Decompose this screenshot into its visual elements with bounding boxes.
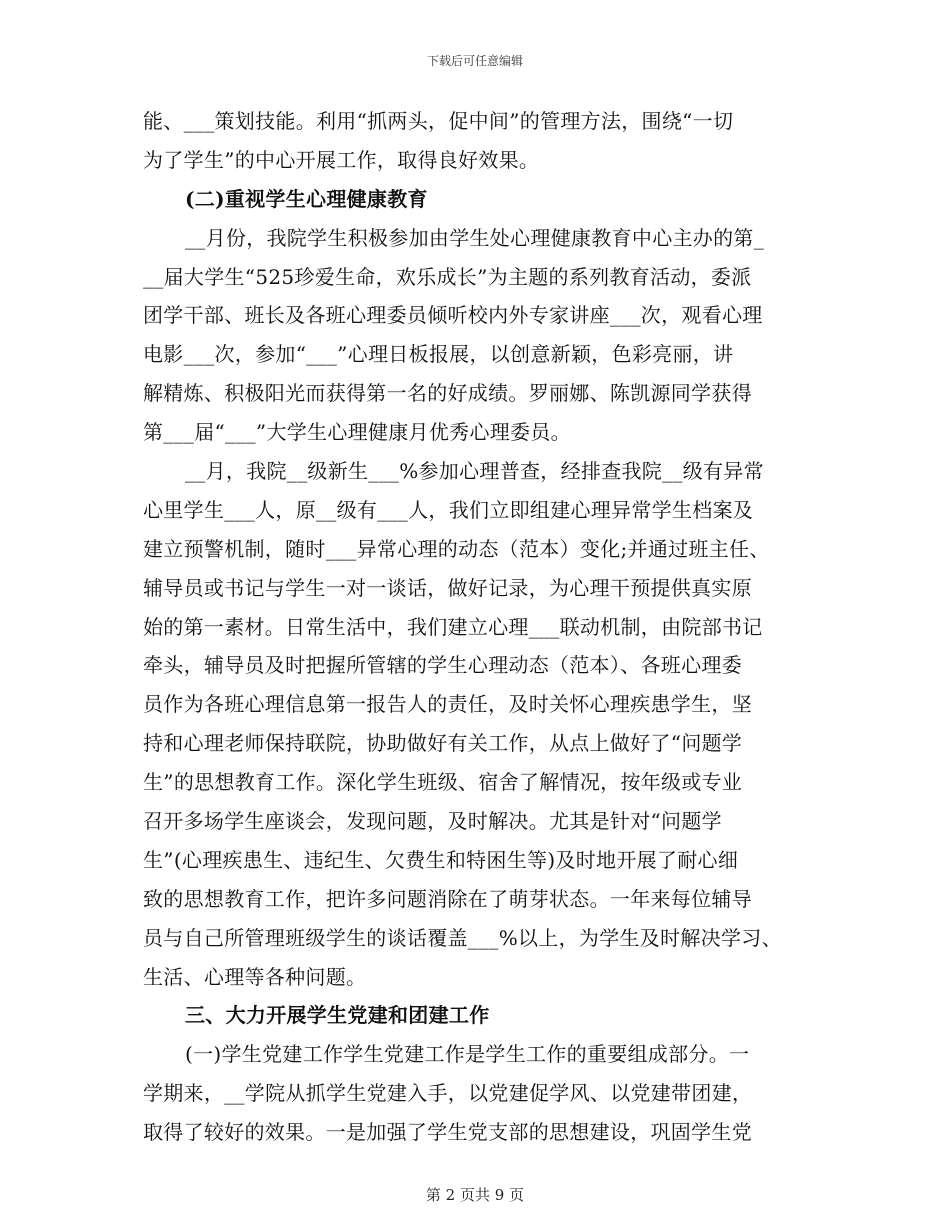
body-line: 第___届“___”大学生心理健康月优秀心理委员。 bbox=[143, 420, 571, 445]
body-line: 致的思想教育工作，把许多问题消除在了萌芽状态。一年来每位辅导 bbox=[143, 886, 752, 911]
section-heading: (二)重视学生心理健康教育 bbox=[185, 186, 428, 211]
body-line: 生活、心理等各种问题。 bbox=[143, 964, 367, 989]
body-line: 持和心理老师保持联院，协助做好有关工作，从点上做好了“问题学 bbox=[143, 731, 743, 756]
paragraph-start-line: __月，我院__级新生___%参加心理普查，经排查我院__级有异常 bbox=[185, 459, 764, 484]
body-line: 能、___策划技能。利用“抓两头，促中间”的管理方法，围绕“一切 bbox=[143, 109, 734, 133]
document-body bbox=[143, 102, 808, 1152]
body-line: 员与自己所管理班级学生的谈话覆盖___%以上，为学生及时解决学习、 bbox=[143, 925, 782, 950]
body-line: 召开多场学生座谈会，发现问题，及时解决。尤其是针对“问题学 bbox=[143, 809, 722, 834]
body-line: 牵头，辅导员及时把握所管辖的学生心理动态（范本）、各班心理委 bbox=[143, 653, 742, 678]
body-line: 团学干部、班长及各班心理委员倾听校内外专家讲座___次，观看心理 bbox=[143, 303, 763, 328]
body-line: 取得了较好的效果。一是加强了学生党支部的思想建设，巩固学生党 bbox=[143, 1120, 752, 1145]
body-line: 电影___次，参加“___”心理日板报展，以创意新颖，色彩亮丽，讲 bbox=[143, 342, 734, 367]
body-line: __届大学生“525珍爱生命，欢乐成长”为主题的系列教育活动，委派 bbox=[143, 264, 752, 289]
body-line: 心里学生___人，原__级有___人，我们立即组建心理异常学生档案及 bbox=[143, 497, 754, 522]
body-line: 生”的思想教育工作。深化学生班级、宿舍了解情况，按年级或专业 bbox=[143, 770, 743, 795]
section-heading: 三、大力开展学生党建和团建工作 bbox=[185, 1003, 490, 1028]
body-line: 员作为各班心理信息第一报告人的责任，及时关怀心理疾患学生，坚 bbox=[143, 692, 752, 717]
body-line: 解精炼、积极阳光而获得第一名的好成绩。罗丽娜、陈凯源同学获得 bbox=[143, 381, 752, 406]
body-line: 学期来，__学院从抓学生党建入手，以党建促学风、以党建带团建， bbox=[143, 1081, 753, 1106]
body-line: 建立预警机制，随时___异常心理的动态（范本）变化;并通过班主任、 bbox=[143, 536, 770, 561]
page-header-note: 下载后可任意编辑 bbox=[426, 54, 523, 68]
page-number: 第 2 页共 9 页 bbox=[425, 1186, 525, 1204]
body-line: 始的第一素材。日常生活中，我们建立心理___联动机制，由院部书记 bbox=[143, 614, 763, 639]
paragraph-start-line: __月份，我院学生积极参加由学生处心理健康教育中心主办的第_ bbox=[185, 225, 764, 250]
body-line: 生”(心理疾患生、违纪生、欠费生和特困生等)及时地开展了耐心细 bbox=[143, 847, 739, 872]
body-line: 为了学生”的中心开展工作，取得良好效果。 bbox=[143, 147, 540, 172]
paragraph-start-line: (一)学生党建工作学生党建工作是学生工作的重要组成部分。一 bbox=[185, 1042, 750, 1067]
body-line: 辅导员或书记与学生一对一谈话，做好记录，为心理干预提供真实原 bbox=[143, 575, 752, 600]
